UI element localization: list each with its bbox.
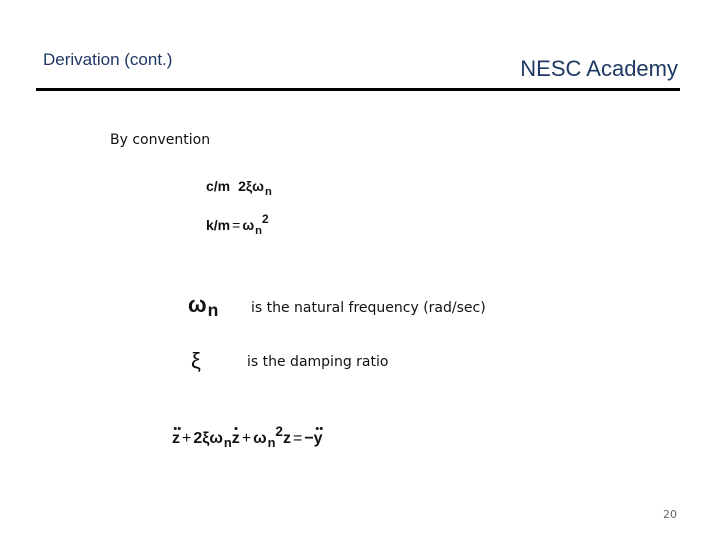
omega-sub: n bbox=[207, 300, 219, 320]
eq1-coef: 2 bbox=[238, 178, 246, 194]
natural-frequency-desc: is the natural frequency (rad/sec) bbox=[251, 300, 486, 316]
xi-symbol: ξ bbox=[191, 348, 201, 373]
eq3-z: z bbox=[282, 430, 291, 447]
eq3-z-dot: z bbox=[231, 430, 240, 447]
eq1-omega: ω bbox=[252, 178, 264, 194]
eq3-omega-1: ω bbox=[209, 430, 223, 447]
equation-of-motion bbox=[172, 424, 323, 450]
eq3-z-ddot: z bbox=[172, 430, 180, 447]
eq3-plus-2: + bbox=[241, 430, 252, 447]
omega-n-symbol bbox=[188, 292, 218, 318]
eq3-plus-1: + bbox=[182, 430, 192, 447]
eq3-sup: 2 bbox=[275, 424, 283, 439]
eq2-sup: 2 bbox=[261, 212, 269, 226]
eq1-lhs: c/m bbox=[206, 178, 231, 194]
section-title: Derivation (cont.) bbox=[43, 50, 173, 69]
eq3-sub-2: n bbox=[267, 435, 276, 450]
damping-ratio-desc: is the damping ratio bbox=[247, 354, 389, 370]
omega-glyph: ω bbox=[188, 292, 207, 317]
eq3-omega-2: ω bbox=[253, 430, 267, 447]
header-divider bbox=[36, 88, 680, 91]
eq2-lhs: k/m bbox=[206, 217, 231, 233]
eq1-sub: n bbox=[264, 186, 272, 198]
brand-title: NESC Academy bbox=[520, 56, 678, 81]
eq3-minus: − bbox=[304, 430, 314, 447]
eq2-sub: n bbox=[255, 225, 262, 237]
eq3-coef: 2 bbox=[193, 430, 203, 447]
eq3-sub-1: n bbox=[223, 435, 232, 450]
eq2-equals: = bbox=[232, 217, 241, 233]
eq3-y-ddot: y bbox=[313, 430, 323, 447]
equation-damping bbox=[206, 178, 272, 198]
eq3-equals: = bbox=[292, 430, 303, 447]
page-number: 20 bbox=[663, 508, 677, 521]
eq1-xi: ξ bbox=[245, 178, 253, 194]
equation-stiffness bbox=[206, 212, 269, 237]
eq2-omega: ω bbox=[242, 217, 255, 233]
intro-text: By convention bbox=[110, 132, 211, 148]
eq3-xi: ξ bbox=[202, 430, 210, 447]
